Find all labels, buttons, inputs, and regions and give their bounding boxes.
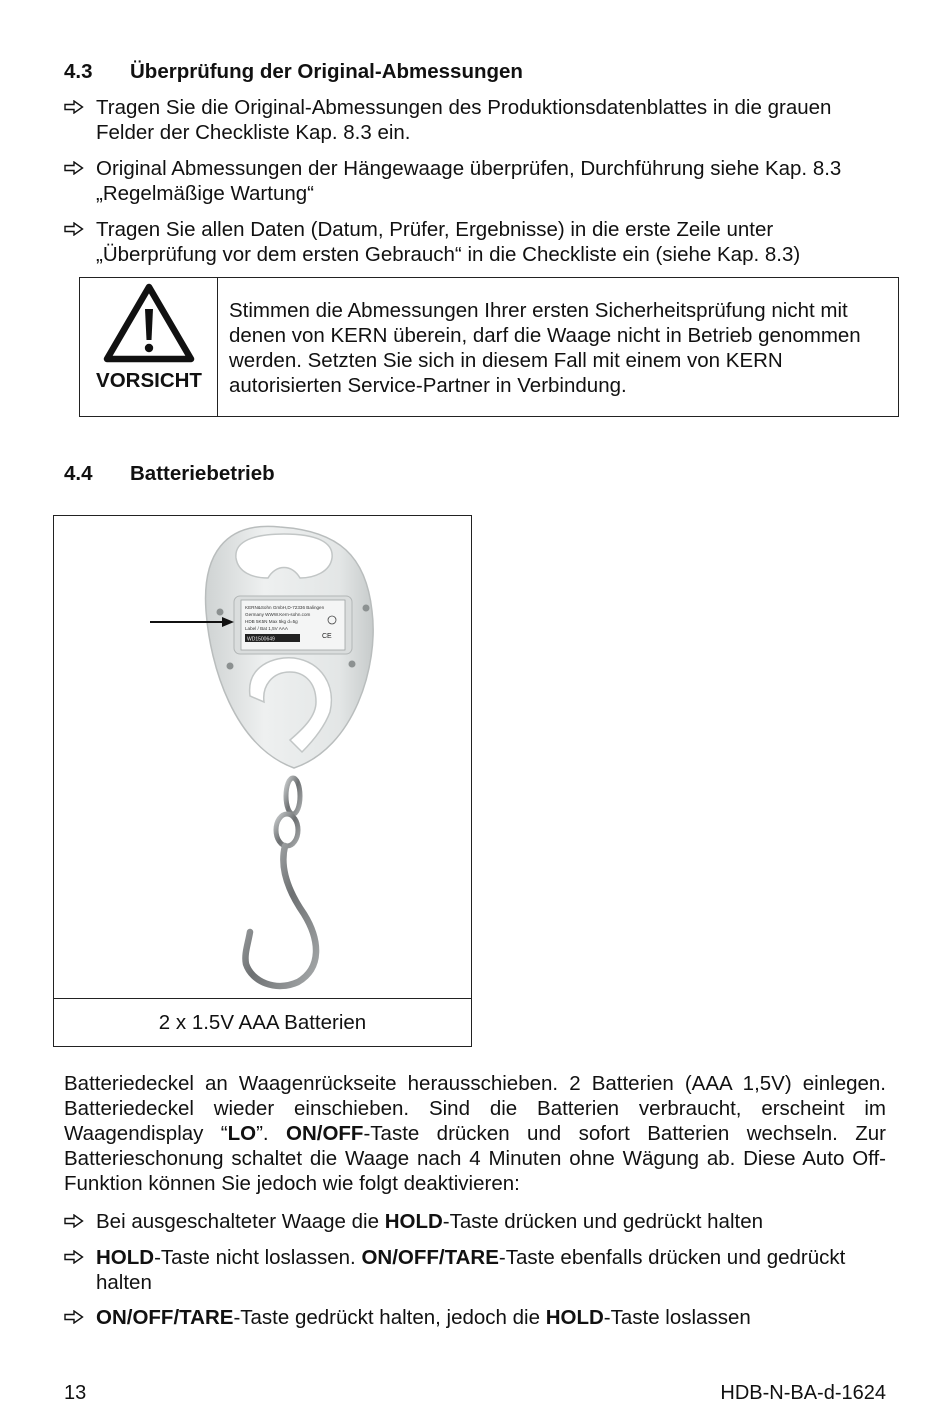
- section-title: Überprüfung der Original-Abmessungen: [130, 60, 523, 83]
- arrow-right-icon: [64, 1310, 84, 1324]
- text-part: -Taste ebenfalls drücken und gedrückt halten: [96, 1246, 846, 1294]
- list-item-text: [96, 1305, 889, 1330]
- separator: /: [316, 1122, 323, 1145]
- figure-caption: 2 x 1.5V AAA Batterien: [158, 1011, 367, 1034]
- list-item: [64, 217, 889, 267]
- arrow-right-icon: [64, 161, 84, 175]
- list-item-text: [96, 1245, 889, 1295]
- text-part: -Taste nicht loslassen.: [154, 1246, 362, 1269]
- text-part: -Taste loslassen: [603, 1306, 751, 1329]
- warning-label: VORSICHT: [96, 369, 202, 392]
- paragraph-text: Batteriedeckel an Waagenrückseite herausschieben. 2 Batterien (AAA 1,5V) einlegen. Batteriedeckel wieder einschieben. Sind die Batterien verbraucht, erscheint im Waagendisplay “: [64, 1072, 886, 1145]
- key-name: OFF: [132, 1306, 174, 1329]
- key-name: OFF: [322, 1122, 364, 1145]
- figure-box: [53, 515, 472, 1047]
- section-title: Batteriebetrieb: [130, 462, 275, 485]
- list-item: [64, 1209, 889, 1234]
- key-name: TARE: [179, 1306, 234, 1329]
- key-name: OFF: [397, 1246, 439, 1269]
- key-name: HOLD: [545, 1306, 604, 1329]
- label-line: HDB 5K5N Max 5kg d=5g: [245, 619, 298, 624]
- document-id: HDB-N-BA-d-1624: [720, 1382, 886, 1404]
- label-line: Label / Bat 1,5V AAA: [245, 626, 288, 631]
- hanging-scale-illustration: [54, 516, 470, 996]
- page-number: 13: [64, 1382, 87, 1404]
- key-name: ON: [96, 1306, 127, 1329]
- list-item: [64, 1245, 889, 1295]
- key-name: TARE: [444, 1246, 499, 1269]
- paragraph-text: -Taste drücken und sofort Batterien wechseln. Zur Batterieschonung schaltet die Waage nach 4 Minuten ohne Wägung ab. Diese Auto Off-Funktion können Sie jedoch wie folgt deaktivieren:: [64, 1122, 886, 1195]
- figure-divider: [54, 998, 471, 999]
- list-item-text: Tragen Sie allen Daten (Datum, Prüfer, Ergebnisse) in die erste Zeile unter „Überprüfung vor dem ersten Gebrauch“ in die Checkliste ein (siehe Kap. 8.3): [96, 218, 801, 266]
- section-number: 4.3: [64, 60, 93, 83]
- svg-text:CE: CE: [322, 633, 332, 640]
- list-item-text: Tragen Sie die Original-Abmessungen des Produktionsdatenblattes in die grauen Felder der Checkliste Kap. 8.3 ein.: [96, 96, 832, 144]
- key-name: LO: [227, 1122, 257, 1145]
- list-item: [64, 1305, 889, 1330]
- section-number: 4.4: [64, 462, 93, 485]
- list-item: [64, 156, 889, 206]
- warning-text: Stimmen die Abmessungen Ihrer ersten Sicherheitsprüfung nicht mit denen von KERN überein, darf die Waage nicht in Betrieb genommen werden. Setzten Sie sich in diesem Fall mit einem von KERN autorisierten Service-Partner in Verbindung.: [229, 299, 861, 397]
- list-item-text: Original Abmessungen der Hängewaage überprüfen, Durchführung siehe Kap. 8.3 „Regelmäßige Wartung“: [96, 157, 842, 205]
- key-name: ON: [286, 1122, 317, 1145]
- label-line: KERN&Sohn GmbH,D-72336 Balingen: [245, 605, 325, 610]
- list-item: [64, 95, 889, 145]
- separator: /: [438, 1246, 445, 1269]
- warning-box: [79, 277, 899, 417]
- section-heading-4-3: [64, 59, 864, 84]
- body-paragraph: [64, 1071, 886, 1196]
- separator: /: [392, 1246, 398, 1269]
- list-item-text: [96, 1209, 889, 1234]
- separator: /: [126, 1306, 133, 1329]
- arrow-right-icon: [64, 1250, 84, 1264]
- key-name: HOLD: [384, 1210, 443, 1233]
- warning-triangle-icon: [103, 282, 195, 364]
- paragraph-text: ”.: [256, 1122, 287, 1145]
- text-part: Bei ausgeschalteter Waage die: [96, 1210, 385, 1233]
- arrow-right-icon: [64, 100, 84, 114]
- label-line: WD1500649: [247, 636, 275, 643]
- arrow-right-icon: [64, 1214, 84, 1228]
- arrow-right-icon: [64, 222, 84, 236]
- label-line: Germany WWW.Kern-sohn.com: [245, 612, 311, 617]
- text-part: -Taste drücken und gedrückt halten: [442, 1210, 764, 1233]
- text-part: -Taste gedrückt halten, jedoch die: [233, 1306, 546, 1329]
- key-name: HOLD: [96, 1246, 155, 1269]
- key-name: ON: [361, 1246, 393, 1269]
- warning-label-cell: [80, 278, 218, 416]
- section-heading-4-4: [64, 461, 664, 486]
- separator: /: [173, 1306, 180, 1329]
